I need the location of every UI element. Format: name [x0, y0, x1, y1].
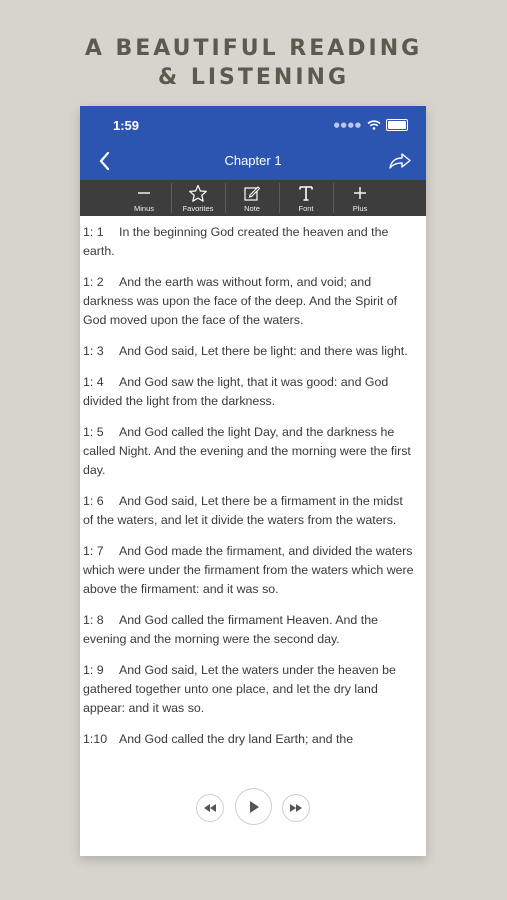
- verse-ref: 1: 6: [83, 494, 104, 508]
- status-icons: [334, 119, 408, 131]
- fast-forward-icon: [290, 804, 302, 812]
- minus-label: Minus: [133, 204, 154, 213]
- verse-text: And God called the light Day, and the darkness he called Night. And the evening and the morning were the first day.: [83, 425, 411, 477]
- minus-button[interactable]: [118, 180, 170, 216]
- verse-ref: 1:10: [83, 732, 108, 746]
- play-button[interactable]: [235, 788, 272, 825]
- verse[interactable]: [83, 423, 416, 480]
- star-icon: [172, 183, 224, 203]
- signal-dots-icon: ●●●●: [333, 121, 362, 129]
- verse[interactable]: [83, 542, 416, 599]
- plus-label: Plus: [352, 204, 368, 213]
- verse[interactable]: [83, 373, 416, 411]
- rewind-button[interactable]: [196, 794, 224, 822]
- verse-ref: 1: 2: [83, 275, 104, 289]
- verse-ref: 1: 1: [83, 225, 104, 239]
- phone-screen: [80, 106, 426, 856]
- verse-text: And God made the firmament, and divided the waters which were under the firmament from the waters which were above the firmament: and it was so.: [83, 544, 414, 596]
- font-button[interactable]: [280, 180, 332, 216]
- rewind-icon: [204, 804, 216, 812]
- favorites-label: Favorites: [182, 204, 214, 213]
- verse-text: And God saw the light, that it was good: and God divided the light from the darkness.: [83, 375, 389, 408]
- fast-forward-button[interactable]: [282, 794, 310, 822]
- status-bar: [80, 106, 426, 144]
- verse[interactable]: [83, 661, 416, 718]
- minus-icon: [118, 183, 170, 203]
- plus-icon: [334, 183, 386, 203]
- verse-text: And God said, Let there be a firmament in the midst of the waters, and let it divide the waters from the waters.: [83, 494, 403, 527]
- note-label: Note: [244, 204, 260, 213]
- nav-bar: [80, 144, 426, 180]
- audio-player: [80, 786, 426, 832]
- battery-icon: [386, 119, 408, 131]
- wifi-icon: [367, 120, 381, 130]
- play-icon: [249, 801, 259, 813]
- verse-ref: 1: 9: [83, 663, 104, 677]
- verse[interactable]: [83, 273, 416, 330]
- verse[interactable]: [83, 611, 416, 649]
- reader-toolbar: [80, 180, 426, 216]
- verse[interactable]: [83, 342, 416, 361]
- verse-ref: 1: 4: [83, 375, 104, 389]
- scroll-fade: [80, 776, 426, 786]
- status-time: 1:59: [113, 118, 140, 133]
- font-label: Font: [298, 204, 314, 213]
- verse-ref: 1: 3: [83, 344, 104, 358]
- promo-headline: [0, 34, 507, 92]
- verse[interactable]: [83, 223, 416, 261]
- verse[interactable]: [83, 492, 416, 530]
- verse-text: In the beginning God created the heaven and the earth.: [83, 225, 389, 258]
- share-arrow-icon[interactable]: [388, 151, 412, 171]
- verse-text: And God said, Let there be light: and there was light.: [119, 344, 408, 358]
- verse-ref: 1: 8: [83, 613, 104, 627]
- plus-button[interactable]: [334, 180, 386, 216]
- font-t-icon: [280, 183, 332, 203]
- verse[interactable]: [83, 730, 416, 749]
- verse-text: And God called the dry land Earth; and the: [119, 732, 354, 746]
- verse-text: And God said, Let the waters under the heaven be gathered together unto one place, and let the dry land appear: and it was so.: [83, 663, 396, 715]
- page-title: Chapter 1: [224, 153, 282, 168]
- note-edit-icon: [226, 183, 278, 203]
- headline-line-2: & LISTENING: [158, 65, 349, 90]
- headline-line-1: A BEAUTIFUL READING: [84, 36, 423, 61]
- note-button[interactable]: [226, 180, 278, 216]
- verse-text: And the earth was without form, and void; and darkness was upon the face of the deep. And the Spirit of God moved upon the face of the waters.: [83, 275, 398, 327]
- chapter-text[interactable]: [80, 216, 426, 786]
- verse-text: And God called the firmament Heaven. And the evening and the morning were the second day.: [83, 613, 378, 646]
- verse-ref: 1: 5: [83, 425, 104, 439]
- verse-ref: 1: 7: [83, 544, 104, 558]
- favorites-button[interactable]: [172, 180, 224, 216]
